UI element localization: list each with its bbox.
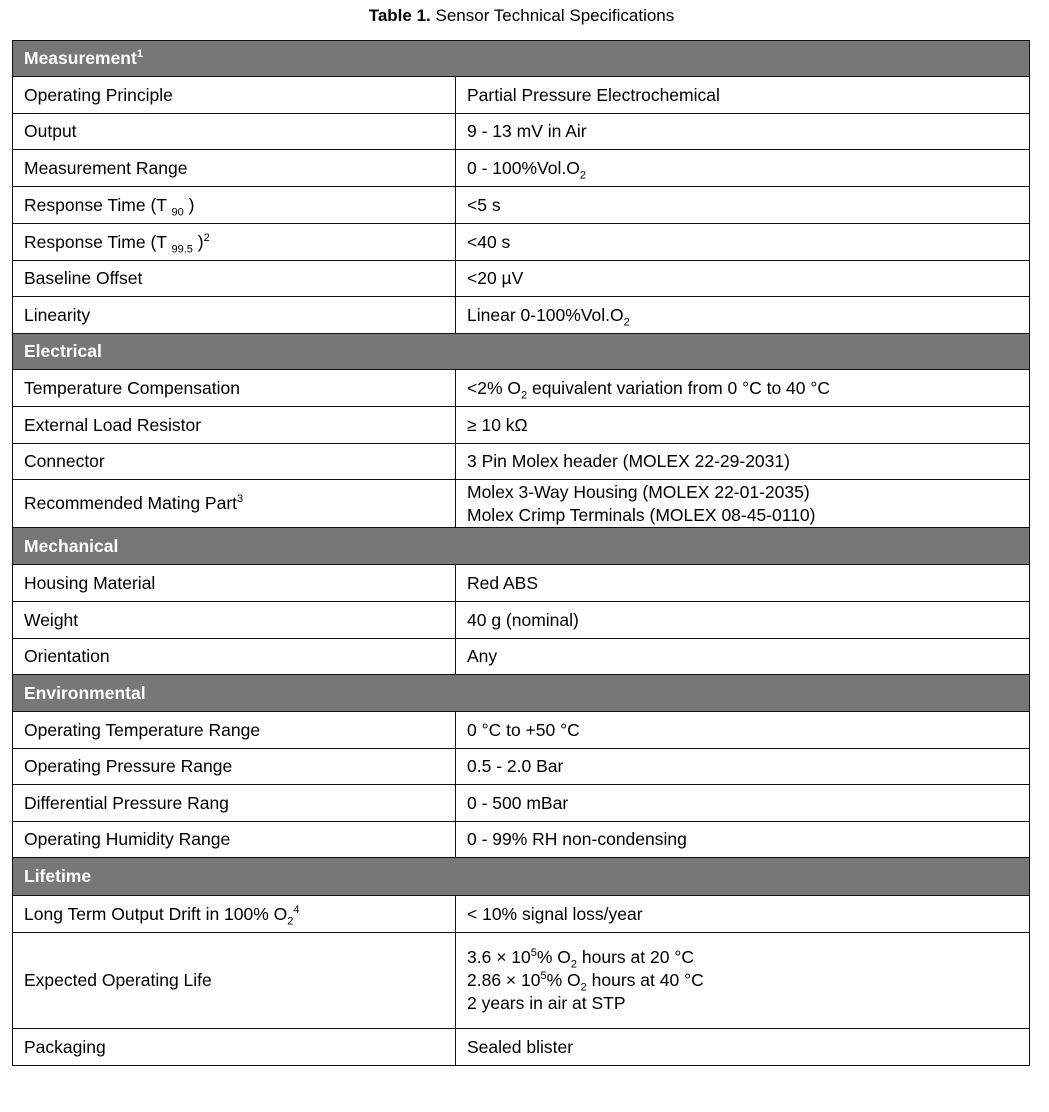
row-label: Temperature Compensation bbox=[13, 370, 456, 407]
row-label: Housing Material bbox=[13, 565, 456, 602]
section-header-electrical bbox=[13, 334, 1030, 370]
row-label: Response Time (T $_{99.5}$ )$^2$ bbox=[13, 224, 456, 261]
table-row bbox=[13, 1029, 1030, 1066]
caption-label: Table 1. bbox=[368, 6, 431, 25]
row-label: External Load Resistor bbox=[13, 407, 456, 444]
row-value: Linear $0-100\%Vol.O_2$ bbox=[456, 297, 1030, 334]
row-value: 0 - 99% RH non-condensing bbox=[456, 822, 1030, 858]
section-header-mechanical bbox=[13, 528, 1030, 565]
row-label: Response Time (T $_{90}$ ) bbox=[13, 187, 456, 224]
table-row bbox=[13, 407, 1030, 444]
row-label: Operating Pressure Range bbox=[13, 749, 456, 785]
caption-title: Sensor Technical Specifications bbox=[435, 6, 675, 25]
table-row bbox=[13, 77, 1030, 114]
row-label: Expected Operating Life bbox=[13, 933, 456, 1029]
table-caption bbox=[0, 6, 1043, 26]
section-title: Measurement bbox=[24, 48, 137, 68]
row-label: Weight bbox=[13, 602, 456, 639]
table-row bbox=[13, 370, 1030, 407]
row-label: Operating Humidity Range bbox=[13, 822, 456, 858]
footnote-marker: 1 bbox=[136, 48, 143, 61]
row-value: <5 s bbox=[456, 187, 1030, 224]
row-label: Long Term Output Drift in 100% $O_2^4$ bbox=[13, 896, 456, 933]
table-row bbox=[13, 639, 1030, 675]
row-label: Operating Principle bbox=[13, 77, 456, 114]
section-title: Environmental bbox=[13, 675, 1030, 712]
row-value: 0 °C to +50 °C bbox=[456, 712, 1030, 749]
table-row bbox=[13, 565, 1030, 602]
row-value: Sealed blister bbox=[456, 1029, 1030, 1066]
row-label: Measurement Range bbox=[13, 150, 456, 187]
table-row bbox=[13, 822, 1030, 858]
table-row bbox=[13, 480, 1030, 528]
row-value: Molex 3-Way Housing (MOLEX 22-01-2035) Molex Crimp Terminals (MOLEX 08-45-0110) bbox=[456, 480, 1030, 528]
row-value: Partial Pressure Electrochemical bbox=[456, 77, 1030, 114]
row-value: 3 Pin Molex header (MOLEX 22-29-2031) bbox=[456, 444, 1030, 480]
row-label: Differential Pressure Rang bbox=[13, 785, 456, 822]
table-row bbox=[13, 261, 1030, 297]
row-value: 9 - 13 mV in Air bbox=[456, 114, 1030, 150]
table-row bbox=[13, 224, 1030, 261]
section-title: Electrical bbox=[13, 334, 1030, 370]
table-row bbox=[13, 114, 1030, 150]
table-row bbox=[13, 896, 1030, 933]
row-value: <2% $O_2$ equivalent variation from 0 °C to 40 °C bbox=[456, 370, 1030, 407]
table-row bbox=[13, 297, 1030, 334]
row-value: 0 - 500 mBar bbox=[456, 785, 1030, 822]
row-value: ≥ 10 kΩ bbox=[456, 407, 1030, 444]
section-title: Mechanical bbox=[13, 528, 1030, 565]
row-label: Baseline Offset bbox=[13, 261, 456, 297]
row-label: Linearity bbox=[13, 297, 456, 334]
table-row bbox=[13, 749, 1030, 785]
row-value: Red ABS bbox=[456, 565, 1030, 602]
table-row bbox=[13, 785, 1030, 822]
row-value: 40 g (nominal) bbox=[456, 602, 1030, 639]
row-label: Orientation bbox=[13, 639, 456, 675]
table-row bbox=[13, 444, 1030, 480]
table-row bbox=[13, 712, 1030, 749]
table-row bbox=[13, 150, 1030, 187]
row-value: <20 µV bbox=[456, 261, 1030, 297]
section-header-lifetime bbox=[13, 858, 1030, 896]
section-title: Lifetime bbox=[13, 858, 1030, 896]
row-value: Any bbox=[456, 639, 1030, 675]
row-label: Connector bbox=[13, 444, 456, 480]
row-label: Packaging bbox=[13, 1029, 456, 1066]
row-label: Recommended Mating Part$^3$ bbox=[13, 480, 456, 528]
row-value: $3.6 \times 10^5\%$ $O_2$ hours at 20 °C $2.86 \times 10^5\%$ $O_2$ hours at 40 °C 2 years in air at STP bbox=[456, 933, 1030, 1029]
row-value: < 10% signal loss/year bbox=[456, 896, 1030, 933]
section-header-measurement bbox=[13, 41, 1030, 77]
row-label: Operating Temperature Range bbox=[13, 712, 456, 749]
section-header-environmental bbox=[13, 675, 1030, 712]
row-value: $0 - 100\%Vol.O_2$ bbox=[456, 150, 1030, 187]
row-value: <40 s bbox=[456, 224, 1030, 261]
table-row bbox=[13, 187, 1030, 224]
row-label: Output bbox=[13, 114, 456, 150]
table-row bbox=[13, 933, 1030, 1029]
table-row bbox=[13, 602, 1030, 639]
spec-table bbox=[12, 40, 1030, 1066]
row-value: 0.5 - 2.0 Bar bbox=[456, 749, 1030, 785]
